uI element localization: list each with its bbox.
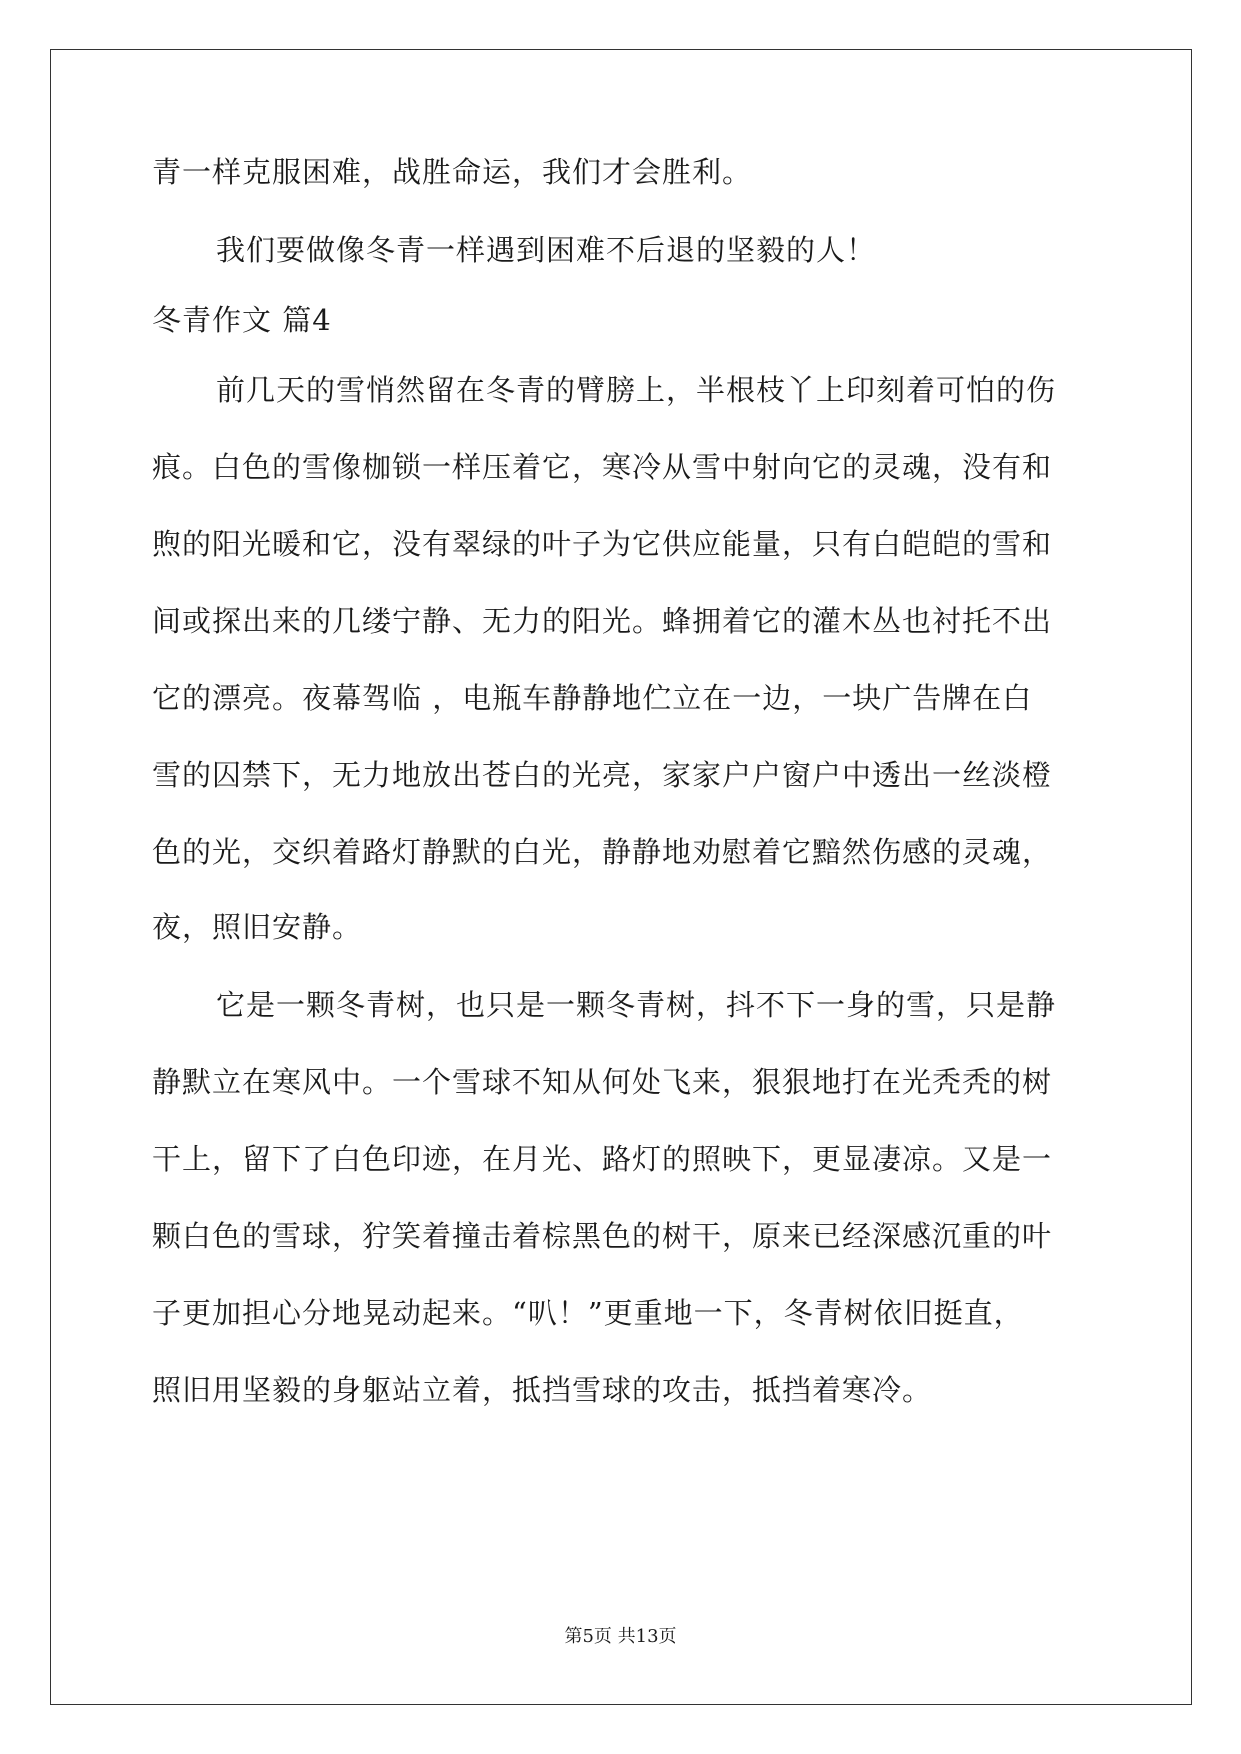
section-heading: 冬青作文 篇4 xyxy=(152,303,332,337)
paragraph-line: 前几天的雪悄然留在冬青的臂膀上，半根枝丫上印刻着可怕的伤 xyxy=(216,373,1057,407)
paragraph-line: 我们要做像冬青一样遇到困难不后退的坚毅的人！ xyxy=(216,233,877,267)
paragraph-line: 子更加担心分地晃动起来。“叭！”更重地一下，冬青树依旧挺直， xyxy=(152,1296,1024,1330)
paragraph-line: 青一样克服困难，战胜命运，我们才会胜利。 xyxy=(152,155,753,189)
paragraph-line: 煦的阳光暖和它，没有翠绿的叶子为它供应能量，只有白皑皑的雪和 xyxy=(152,527,1053,561)
paragraph-line: 颗白色的雪球，狞笑着撞击着棕黑色的树干，原来已经深感沉重的叶 xyxy=(152,1219,1053,1253)
page-number-footer: 第5页 共13页 xyxy=(564,1626,677,1647)
paragraph-line: 照旧用坚毅的身躯站立着，抵挡雪球的攻击，抵挡着寒冷。 xyxy=(152,1373,933,1407)
paragraph-line: 它是一颗冬青树，也只是一颗冬青树，抖不下一身的雪，只是静 xyxy=(216,988,1057,1022)
paragraph-line: 夜，照旧安静。 xyxy=(152,910,363,944)
paragraph-line: 干上，留下了白色印迹，在月光、路灯的照映下，更显凄凉。又是一 xyxy=(152,1142,1053,1176)
paragraph-line: 痕。白色的雪像枷锁一样压着它，寒冷从雪中射向它的灵魂，没有和 xyxy=(152,450,1053,484)
page-border xyxy=(50,49,1192,1705)
paragraph-line: 雪的囚禁下，无力地放出苍白的光亮，家家户户窗户中透出一丝淡橙 xyxy=(152,758,1053,792)
paragraph-line: 间或探出来的几缕宁静、无力的阳光。蜂拥着它的灌木丛也衬托不出 xyxy=(152,604,1053,638)
paragraph-line: 它的漂亮。夜幕驾临 ，电瓶车静静地伫立在一边，一块广告牌在白 xyxy=(152,681,1033,715)
paragraph-line: 色的光，交织着路灯静默的白光，静静地劝慰着它黯然伤感的灵魂， xyxy=(152,835,1053,869)
paragraph-line: 静默立在寒风中。一个雪球不知从何处飞来，狠狠地打在光秃秃的树 xyxy=(152,1065,1053,1099)
